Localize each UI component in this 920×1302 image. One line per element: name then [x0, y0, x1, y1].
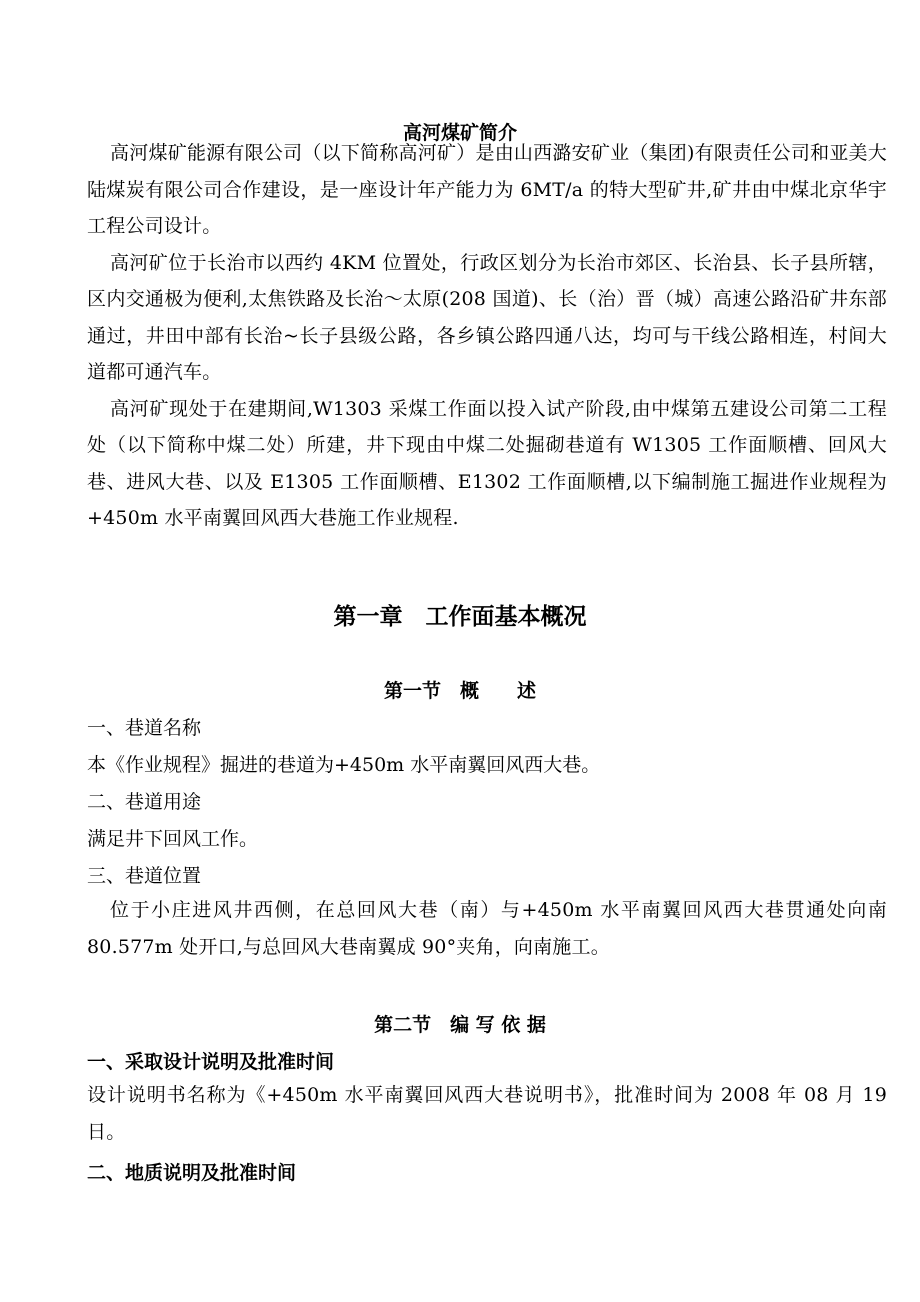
intro-body	[87, 135, 887, 537]
section-2-heading-2: 二、地质说明及批准时间	[87, 1162, 297, 1184]
section-1-text-1: 本《作业规程》掘进的巷道为+450m 水平南翼回风西大巷。	[87, 754, 601, 776]
section-1-title: 第一节 概 述	[383, 680, 536, 702]
section-2-body-1	[87, 1077, 887, 1150]
section-1-heading-3: 三、巷道位置	[87, 865, 202, 887]
section-1-body-3	[87, 892, 887, 965]
section-1-text-3: 位于小庄进风井西侧，在总回风大巷（南）与+450m 水平南翼回风西大巷贯通处向南 80.577m 处开口,与总回风大巷南翼成 90°夹角，向南施工。	[87, 899, 887, 958]
intro-paragraph-2: 高河矿位于长治市以西约 4KM 位置处，行政区划分为长治市郊区、长治县、长子县所辖，区内交通极为便利,太焦铁路及长治～太原(208 国道)、长（治）晋（城）高速公路沿矿井东部通过，井田中部有长治~长子县级公路，各乡镇公路四通八达，均可与干线公路相连，村间大道都可通汽车。	[87, 251, 887, 383]
intro-paragraph-3: 高河矿现处于在建期间,W1303 采煤工作面以投入试产阶段,由中煤第五建设公司第二工程处（以下简称中煤二处）所建，井下现由中煤二处掘砌巷道有 W1305 工作面顺槽、回风大巷、进风大巷、以及 E1305 工作面顺槽、E1302 工作面顺槽,以下编制施工掘进作业规程为+450m 水平南翼回风西大巷施工作业规程.	[87, 397, 887, 529]
intro-paragraph-1: 高河煤矿能源有限公司（以下简称高河矿）是由山西潞安矿业（集团)有限责任公司和亚美大陆煤炭有限公司合作建设，是一座设计年产能力为 6MT/a 的特大型矿井,矿井由中煤北京华宇工程公司设计。	[87, 142, 887, 237]
intro-title: 高河煤矿简介	[402, 122, 517, 144]
section-2-text-1: 设计说明书名称为《+450m 水平南翼回风西大巷说明书》，批准时间为 2008 年 08 月 19 日。	[87, 1084, 887, 1143]
section-1-heading-2: 二、巷道用途	[87, 791, 202, 813]
section-2-title: 第二节 编 写 依 据	[374, 1014, 546, 1036]
chapter-title: 第一章 工作面基本概况	[333, 603, 587, 630]
section-1-text-2: 满足井下回风工作。	[87, 828, 259, 850]
section-1-heading-1: 一、巷道名称	[87, 717, 202, 739]
section-2-heading-1: 一、采取设计说明及批准时间	[87, 1051, 335, 1073]
